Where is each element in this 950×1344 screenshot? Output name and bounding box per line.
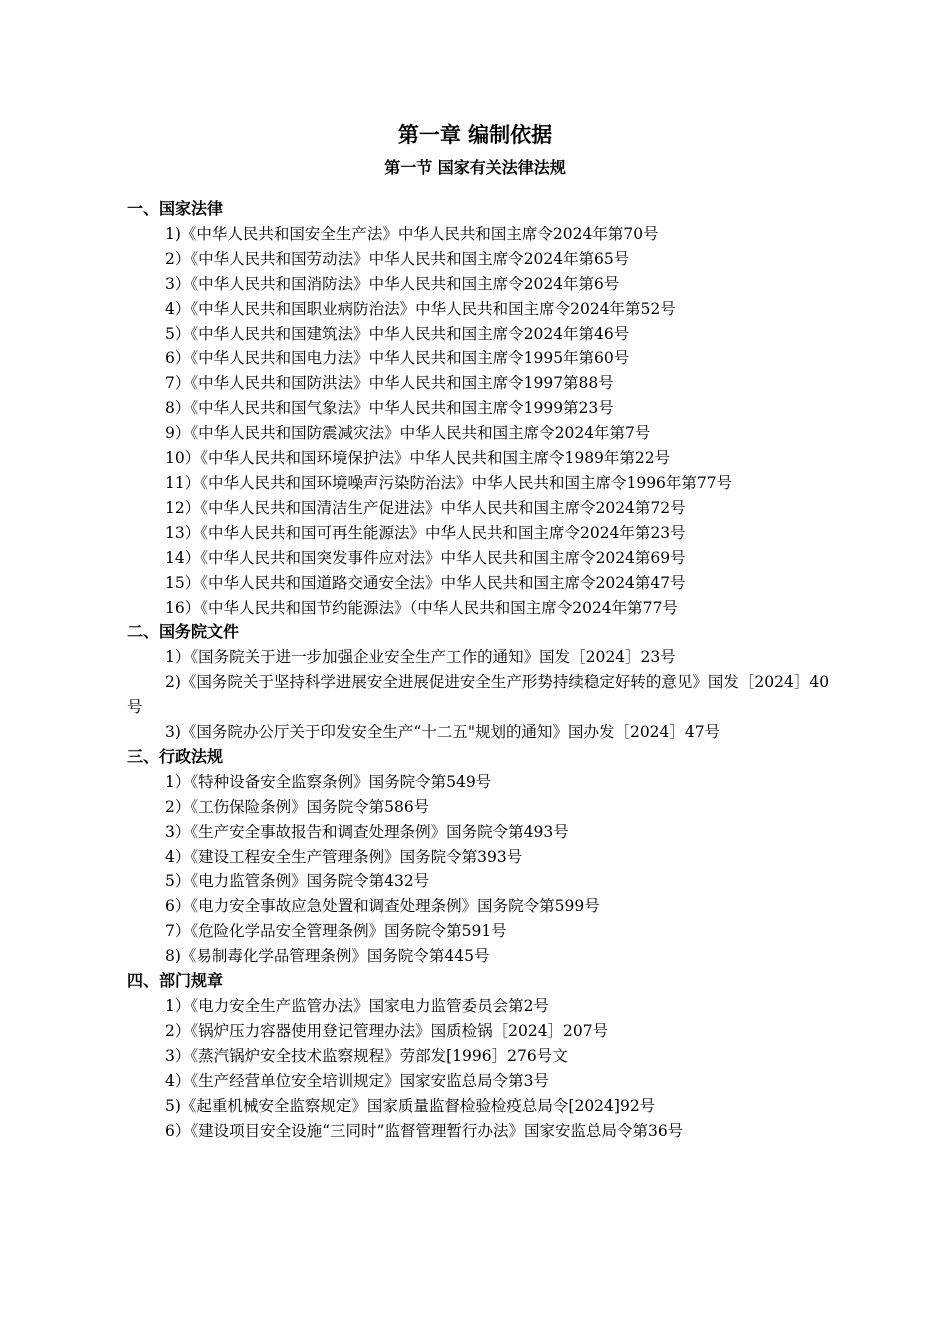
list-item: 1）《国务院关于进一步加强企业安全生产工作的通知》国发［2024］23号 [165, 648, 676, 667]
group-administrative-regulations [127, 745, 840, 969]
list-item: 4）《生产经营单位安全培训规定》国家安监总局令第3号 [165, 1071, 549, 1090]
list-item: 11）《中华人民共和国环境噪声污染防治法》中华人民共和国主席令1996年第77号 [165, 473, 733, 492]
list-item: 5）《电力监管条例》国务院令第432号 [165, 872, 430, 891]
list-item: 4）《建设工程安全生产管理条例》国务院令第393号 [165, 847, 523, 866]
section-title: 第一节 国家有关法律法规 [384, 158, 566, 177]
list-item: 2）《锅炉压力容器使用登记管理办法》国质检锅［2024］207号 [165, 1021, 609, 1040]
list-item: 1）《特种设备安全监察条例》国务院令第549号 [165, 772, 492, 791]
list-item: 5）《中华人民共和国建筑法》中华人民共和国主席令2024年第46号 [165, 324, 630, 343]
list-item: 2）《中华人民共和国劳动法》中华人民共和国主席令2024年第65号 [165, 249, 630, 268]
list-item: 6）《电力安全事故应急处置和调查处理条例》国务院令第599号 [165, 897, 600, 916]
list-item: 3）《生产安全事故报告和调查处理条例》国务院令第493号 [165, 822, 569, 841]
group-heading: 二、国务院文件 [127, 622, 240, 642]
list-item: 6）《建设项目安全设施“三同时”监督管理暂行办法》国家安监总局令第36号 [165, 1121, 684, 1140]
group-heading: 四、部门规章 [127, 971, 224, 991]
list-item: 1）《电力安全生产监管办法》国家电力监管委员会第2号 [165, 997, 549, 1015]
list-item: 15）《中华人民共和国道路交通安全法》中华人民共和国主席令2024第47号 [165, 573, 686, 592]
list-item: 2）《工伤保险条例》国务院令第586号 [165, 797, 430, 816]
list-item: 12）《中华人民共和国清洁生产促进法》中华人民共和国主席令2024第72号 [165, 498, 686, 517]
list-item: 8)《易制毒化学品管理条例》国务院令第445号 [165, 947, 490, 966]
group-national-laws [127, 197, 840, 620]
group-departmental-rules [127, 969, 840, 1143]
list-item: 3）《中华人民共和国消防法》中华人民共和国主席令2024年第6号 [165, 274, 620, 293]
group-state-council-documents [127, 620, 840, 745]
chapter-title: 第一章 编制依据 [397, 123, 553, 147]
list-item: 10）《中华人民共和国环境保护法》中华人民共和国主席令1989年第22号 [165, 449, 671, 468]
list-item: 2)《国务院关于坚持科学进展安全进展促进安全生产形势持续稳定好转的意见》国发［2024］40号 [127, 673, 830, 717]
list-item: 3)《国务院办公厅关于印发安全生产“十二五"规划的通知》国办发［2024］47号 [165, 723, 721, 742]
list-item: 13）《中华人民共和国可再生能源法》中华人民共和国主席令2024年第23号 [165, 523, 686, 542]
list-item: 7）《危险化学品安全管理条例》国务院令第591号 [165, 922, 507, 941]
list-item: 3）《蒸汽锅炉安全技术监察规程》劳部发[1996］276号文 [165, 1046, 568, 1065]
group-heading: 一、国家法律 [127, 199, 224, 218]
group-heading: 三、行政法规 [127, 746, 224, 766]
list-item: 8）《中华人民共和国气象法》中华人民共和国主席令1999第23号 [165, 399, 614, 418]
list-item: 16）《中华人民共和国节约能源法》（中华人民共和国主席令2024年第77号 [165, 598, 678, 617]
list-item: 9）《中华人民共和国防震减灾法》中华人民共和国主席令2024年第7号 [165, 424, 651, 443]
list-item: 6）《中华人民共和国电力法》中华人民共和国主席令1995年第60号 [165, 349, 630, 368]
list-item: 7）《中华人民共和国防洪法》中华人民共和国主席令1997第88号 [165, 374, 614, 393]
list-item: 5)《起重机械安全监察规定》国家质量监督检验检疫总局令[2024]92号 [165, 1096, 656, 1115]
regulation-list [127, 197, 840, 1143]
list-item: 14）《中华人民共和国突发事件应对法》中华人民共和国主席令2024第69号 [165, 548, 686, 567]
list-item: 1)《中华人民共和国安全生产法》中华人民共和国主席令2024年第70号 [165, 224, 659, 243]
list-item: 4）《中华人民共和国职业病防治法》中华人民共和国主席令2024年第52号 [165, 299, 676, 318]
